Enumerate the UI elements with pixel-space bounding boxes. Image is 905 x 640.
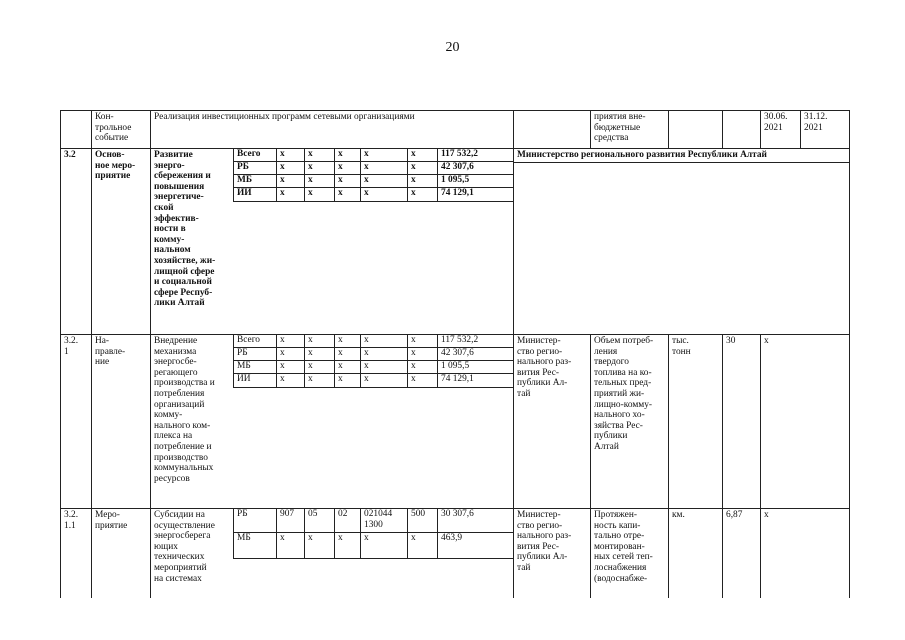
finance-col4: х [364,348,369,358]
cell-indicator: Протяжен- ность капи- тально отре- монтирован- ных сетей теп- лоснабжения (водоснабже- [594,510,653,584]
finance-col2: х [308,162,313,172]
finance-col2: х [308,348,313,358]
cell-number [61,111,91,148]
cell-type: Основ- ное меро- приятие [95,150,136,182]
finance-col5: х [411,162,416,172]
cell-indicator: Объем потреб- ления твердого топлива на ко- тельных пред- приятий жи- лищно-комму- нального хо- зяйства Рес- публики Алтай [594,336,654,452]
finance-col5: 500 [411,509,426,519]
cell-type: На- правле- ние [95,336,126,368]
cell-name: Развитие энерго- сбережения и повышения энергетиче- ской эффектив- ности в комму- нальном хозяйстве, жи- лищной сфере и социальной сфере Респуб- лики Алтай [154,150,216,309]
finance-col1: х [280,162,285,172]
finance-col2: х [308,374,313,384]
finance-col2: х [308,149,313,159]
finance-col4: х [364,149,369,159]
finance-amount: 117 532,2 [441,335,479,345]
finance-source: ИИ [237,374,251,384]
cell-date-start: 30.06. 2021 [764,112,788,133]
finance-source: МБ [237,361,251,371]
finance-col3: х [338,149,343,159]
finance-col2: х [308,175,313,185]
cell-responsible: Министерство регионального развития Республики Алтай [517,150,767,160]
finance-col2: х [308,361,313,371]
finance-amount: 74 129,1 [441,374,474,384]
finance-col2: х [308,188,313,198]
finance-col5: х [411,361,416,371]
finance-source: РБ [237,348,248,358]
finance-source: ИИ [237,188,252,198]
cell-type: Кон- трольное событие [95,112,132,144]
cell-value: 6,87 [726,510,743,520]
finance-col1: х [280,533,285,543]
finance-col4: х [364,374,369,384]
finance-source: РБ [237,509,248,519]
finance-col5: х [411,348,416,358]
finance-amount: 74 129,1 [441,188,474,198]
cell-mark: х [764,336,769,346]
finance-col4: х [364,533,369,543]
finance-col3: 02 [338,509,348,519]
finance-col1: 907 [280,509,295,519]
finance-col3: х [338,361,343,371]
finance-amount: 1 095,5 [441,175,470,185]
finance-amount: 463,9 [441,533,463,543]
finance-col5: х [411,188,416,198]
finance-col1: х [280,361,285,371]
finance-col5: х [411,335,416,345]
cell-responsible: Министер- ство регио- нального раз- вития Рес- публики Ал- тай [517,336,572,399]
finance-col4: х [364,175,369,185]
cell-funding-note: приятия вне- бюджетные средства [594,112,646,144]
finance-col1: х [280,175,285,185]
finance-col1: х [280,149,285,159]
finance-col3: х [338,188,343,198]
cell-mark: х [764,510,769,520]
cell-responsible: Министер- ство регио- нального раз- вития Рес- публики Ал- тай [517,510,572,573]
finance-col5: х [411,374,416,384]
finance-amount: 117 532,2 [441,149,478,159]
finance-col5: х [411,175,416,185]
finance-amount: 1 095,5 [441,361,470,371]
finance-col4: х [364,188,369,198]
cell-date-end: 31.12. 2021 [804,112,828,133]
finance-col1: х [280,348,285,358]
cell-number: 3.2. 1 [64,336,79,357]
cell-number: 3.2 [64,150,76,160]
finance-col2: х [308,533,313,543]
cell-name: Внедрение механизма энергосбе- регающего производства и потребления организаций комму- нального ком- плекса на потребление и производство коммунальных ресурсов [154,336,215,484]
finance-source: МБ [237,175,253,185]
finance-col4: х [364,361,369,371]
cell-unit: тыс. тонн [672,336,691,357]
finance-col3: х [338,335,343,345]
finance-col5: х [411,149,416,159]
finance-source: РБ [237,162,249,172]
finance-col1: х [280,374,285,384]
finance-col3: х [338,374,343,384]
cell-number: 3.2. 1.1 [64,510,79,531]
finance-col4: 021044 1300 [364,509,393,530]
cell-name: Реализация инвестиционных программ сетевыми организациями [154,112,415,122]
cell-name: Субсидии на осуществление энергосберега ющих технических мероприятий на системах [154,510,215,584]
finance-col2: 05 [308,509,318,519]
finance-col3: х [338,533,343,543]
finance-col3: х [338,162,343,172]
finance-amount: 30 307,6 [441,509,474,519]
finance-col1: х [280,335,285,345]
finance-col3: х [338,175,343,185]
finance-amount: 42 307,6 [441,162,474,172]
finance-source: Всего [237,149,261,159]
finance-col1: х [280,188,285,198]
finance-source: Всего [237,335,260,345]
cell-value: 30 [726,336,736,346]
cell-unit: км. [672,510,685,520]
finance-col2: х [308,335,313,345]
page-number: 20 [445,40,460,55]
finance-amount: 42 307,6 [441,348,474,358]
finance-col4: х [364,162,369,172]
finance-col3: х [338,348,343,358]
finance-col5: х [411,533,416,543]
finance-col4: х [364,335,369,345]
cell-type: Меро- приятие [95,510,128,531]
finance-source: МБ [237,533,251,543]
